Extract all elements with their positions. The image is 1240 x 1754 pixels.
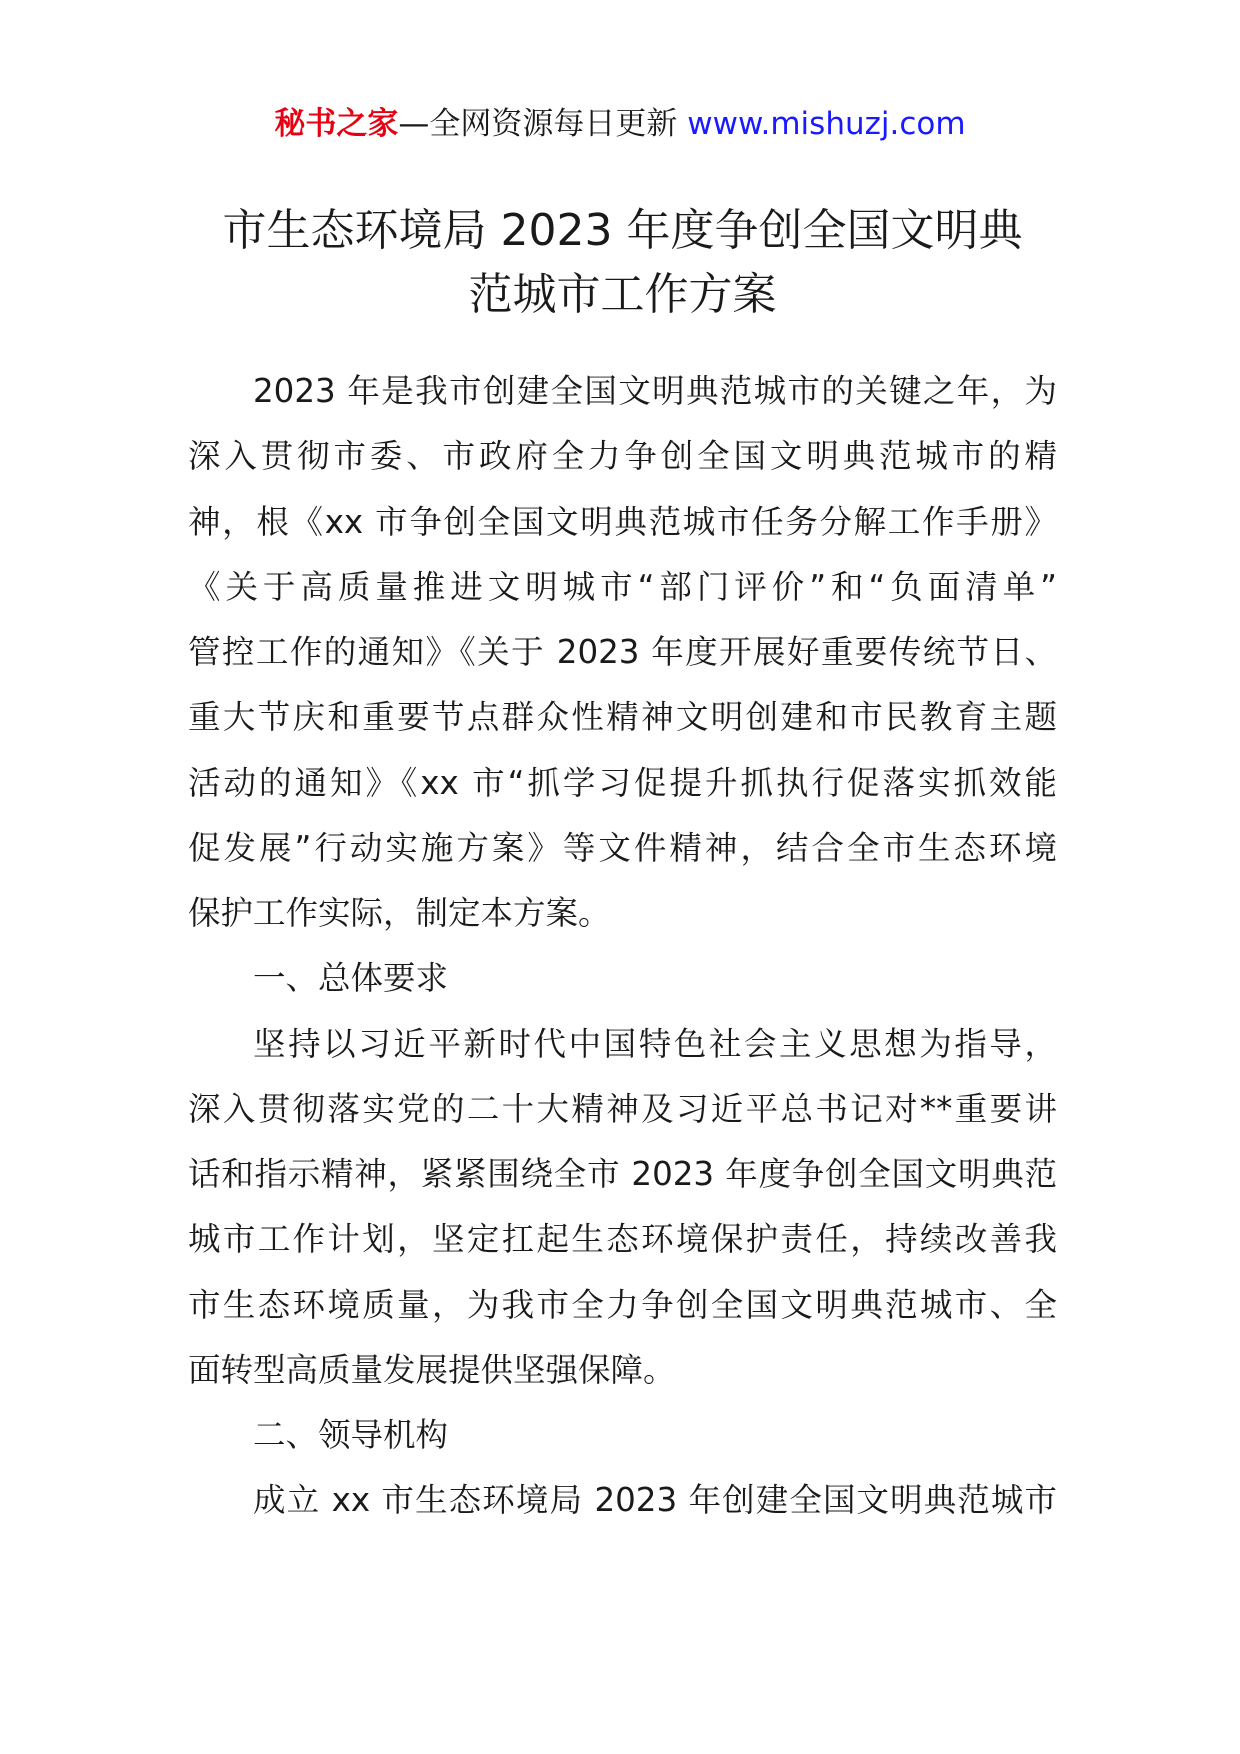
text-line: 活动的通知》《xx 市“抓学习促提升抓执行促落实抓效能	[188, 763, 1057, 802]
text-line: 保护工作实际，制定本方案。	[188, 894, 611, 932]
site-brand: 秘书之家	[274, 106, 399, 142]
section-heading-general-requirements: 一、总体要求	[253, 959, 449, 998]
text-line: 话和指示精神，紧紧围绕全市 2023 年度争创全国文明典范	[188, 1155, 1057, 1193]
text-line: 坚持以习近平新时代中国特色社会主义思想为指导，	[253, 1024, 1057, 1063]
text-line: 《关于高质量推进文明城市“部门评价”和“负面清单”	[188, 567, 1057, 606]
text-line: 神，根《xx 市争创全国文明典范城市任务分解工作手册》	[188, 502, 1057, 541]
text-line: 促发展”行动实施方案》等文件精神，结合全市生态环境	[188, 828, 1057, 867]
paragraph-intro	[188, 359, 1057, 946]
text-line: 深入贯彻落实党的二十大精神及习近平总书记对**重要讲	[188, 1089, 1057, 1128]
text-line: 深入贯彻市委、市政府全力争创全国文明典范城市的精	[188, 437, 1057, 476]
text-line: 2023 年是我市创建全国文明典范城市的关键之年，为	[253, 372, 1057, 410]
document-body	[188, 359, 1057, 1534]
paragraph-leadership	[188, 1468, 1057, 1533]
text-line: 市生态环境质量，为我市全力争创全国文明典范城市、全	[188, 1285, 1057, 1324]
site-url-link[interactable]: www.mishuzj.com	[687, 106, 966, 142]
text-line: 面转型高质量发展提供坚强保障。	[188, 1350, 676, 1389]
paragraph-general-requirements	[188, 1012, 1057, 1404]
title-line: 市生态环境局 2023 年度争创全国文明典	[222, 205, 1023, 256]
text-line: 成立 xx 市生态环境局 2023 年创建全国文明典范城市	[253, 1481, 1057, 1520]
document-title	[188, 199, 1057, 327]
section-heading-leadership: 二、领导机构	[253, 1416, 449, 1454]
site-banner	[0, 104, 1240, 144]
title-line: 范城市工作方案	[468, 269, 777, 320]
text-line: 重大节庆和重要节点群众性精神文明创建和市民教育主题	[188, 698, 1057, 737]
site-slogan: —全网资源每日更新	[398, 106, 678, 142]
text-line: 城市工作计划，坚定扛起生态环境保护责任，持续改善我	[188, 1220, 1057, 1259]
text-line: 管控工作的通知》《关于 2023 年度开展好重要传统节日、	[188, 633, 1057, 671]
